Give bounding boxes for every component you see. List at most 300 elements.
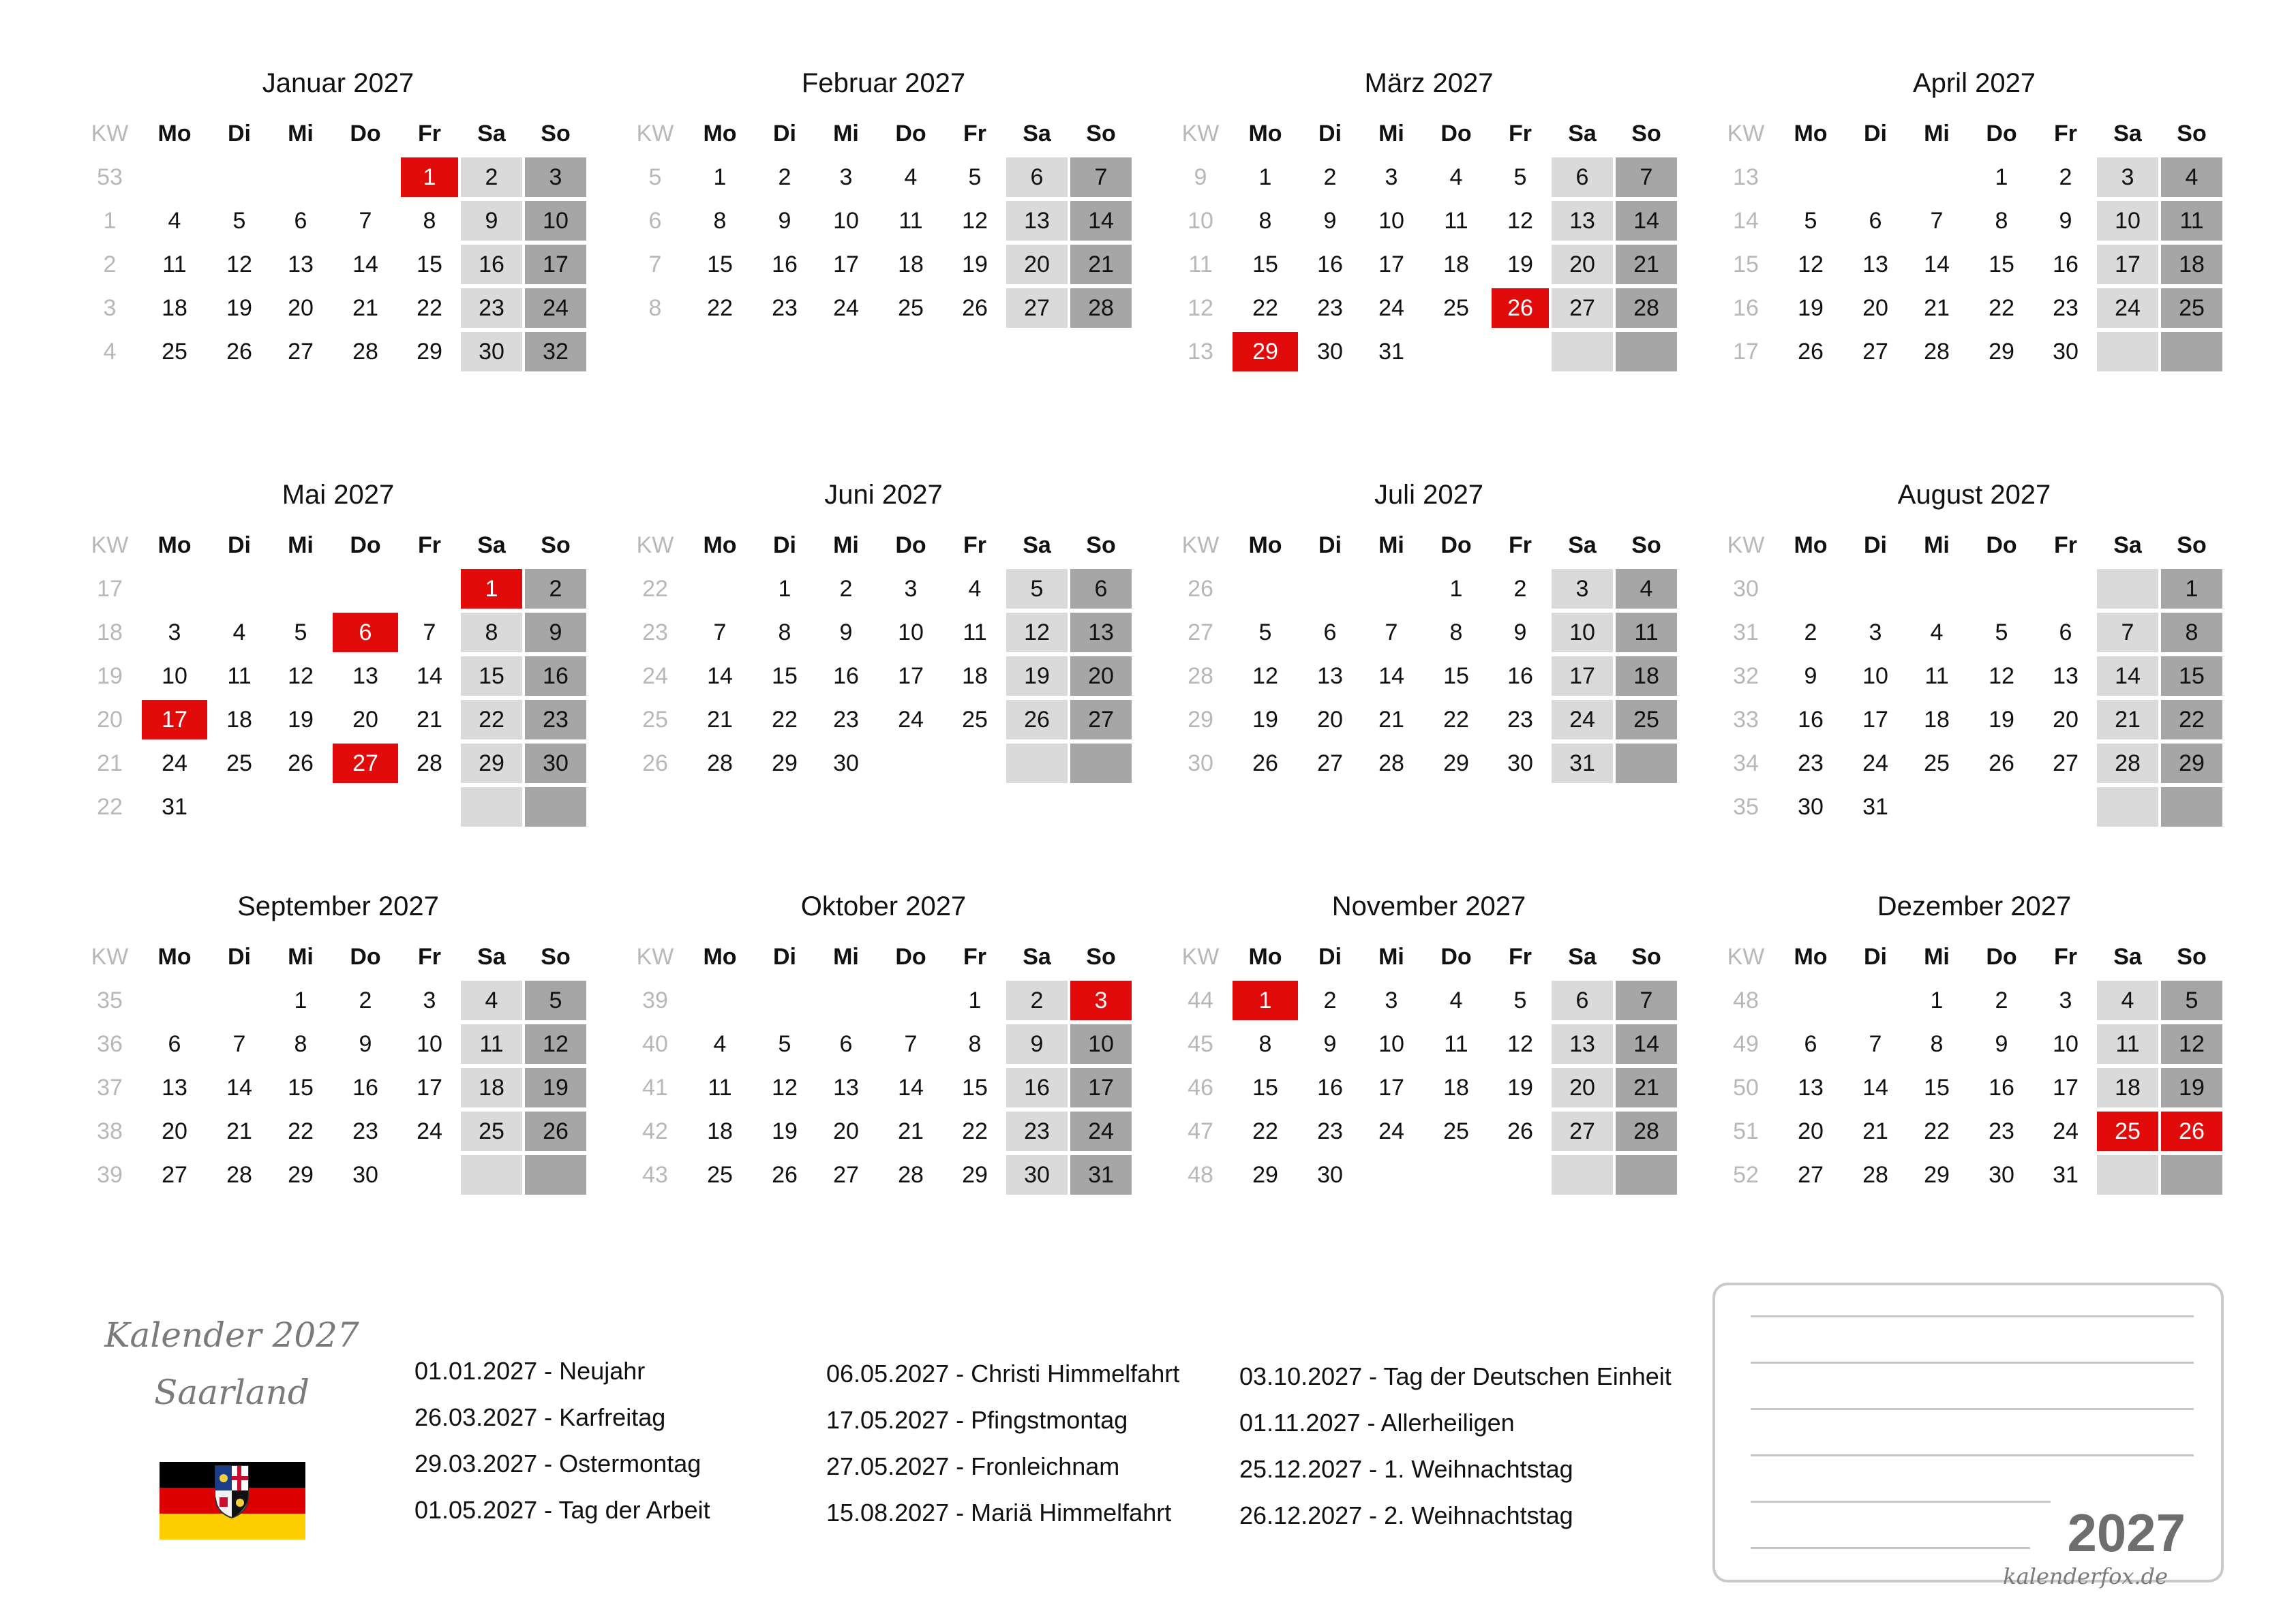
week-number: 48 — [1733, 987, 1759, 1013]
day-cell: 2 — [461, 157, 522, 197]
day-cell: 27 — [288, 338, 314, 365]
calendar-region: Saarland — [154, 1373, 309, 1412]
day-cell: 5 — [294, 619, 307, 645]
day-cell: 17 — [1862, 706, 1888, 733]
day-cell: 13 — [288, 251, 314, 277]
weekday-header: Mo — [1248, 532, 1282, 558]
day-cell: 17 — [898, 662, 924, 689]
day-cell: 15 — [772, 662, 798, 689]
empty-day-cell — [1490, 330, 1550, 373]
empty-day-cell — [1845, 155, 1906, 199]
day-cell: 8 — [2161, 613, 2222, 652]
day-cell: 9 — [839, 619, 853, 645]
day-cell: 24 — [1862, 750, 1888, 776]
month-calendar — [1715, 468, 2233, 849]
weekday-header: Mi — [288, 532, 314, 558]
day-cell: 19 — [1252, 706, 1278, 733]
day-cell: 12 — [772, 1074, 798, 1101]
empty-day-cell — [877, 979, 945, 1022]
month-calendar — [1715, 879, 2233, 1261]
week-number: 42 — [642, 1118, 668, 1144]
day-cell: 23 — [352, 1118, 378, 1144]
notes-year: 2027 — [2067, 1503, 2186, 1563]
day-cell: 14 — [417, 662, 442, 689]
day-cell: 28 — [226, 1161, 252, 1188]
weekday-header: Fr — [1509, 532, 1532, 558]
empty-day-cell — [331, 155, 399, 199]
day-cell: 6 — [168, 1030, 181, 1057]
day-cell: 16 — [352, 1074, 378, 1101]
day-cell: 22 — [1252, 1118, 1278, 1144]
day-cell: 1 — [713, 164, 727, 190]
day-cell: 13 — [1552, 1024, 1613, 1064]
day-cell: 14 — [1616, 1024, 1677, 1064]
day-cell: 7 — [713, 619, 727, 645]
weekday-header: Di — [1864, 532, 1887, 558]
day-cell: 28 — [1616, 288, 1677, 328]
day-cell: 11 — [2161, 201, 2222, 241]
footer — [0, 1240, 2296, 1622]
day-cell: 4 — [2097, 981, 2158, 1020]
week-number: 49 — [1733, 1030, 1759, 1057]
day-cell: 29 — [1252, 1161, 1278, 1188]
weekday-header: Fr — [2054, 120, 2077, 147]
week-number: 6 — [648, 207, 662, 234]
day-cell: 17 — [1378, 1074, 1404, 1101]
weekday-header: Fr — [963, 532, 986, 558]
day-cell: 4 — [168, 207, 181, 234]
week-number: 10 — [1188, 207, 1213, 234]
week-number: 38 — [97, 1118, 123, 1144]
empty-day-cell — [1906, 155, 1967, 199]
day-cell: 21 — [226, 1118, 252, 1144]
weekday-header: So — [1631, 532, 1661, 558]
day-cell: 25 — [962, 706, 988, 733]
saarland-flag — [160, 1462, 305, 1540]
day-cell: 9 — [2059, 207, 2072, 234]
weekday-header: Mo — [703, 943, 737, 970]
week-number-header: KW — [1181, 532, 1220, 558]
day-cell: 8 — [1258, 207, 1272, 234]
empty-day-cell — [1616, 332, 1677, 371]
day-cell: 23 — [1798, 750, 1824, 776]
day-cell: 9 — [1513, 619, 1527, 645]
note-line — [1751, 1547, 2030, 1549]
week-number-header: KW — [1727, 943, 1765, 970]
day-cell: 9 — [1995, 1030, 2008, 1057]
day-cell: 8 — [1995, 207, 2008, 234]
month-grid — [624, 523, 1133, 785]
day-cell: 6 — [1552, 157, 1613, 197]
weekday-header: Fr — [963, 943, 986, 970]
day-cell: 8 — [1930, 1030, 1944, 1057]
weekday-header: So — [1086, 532, 1116, 558]
weekday-header: Mi — [1924, 532, 1950, 558]
day-cell: 2 — [1804, 619, 1817, 645]
day-cell: 28 — [2097, 744, 2158, 783]
day-cell: 14 — [1378, 662, 1404, 689]
day-cell: 23 — [1989, 1118, 2014, 1144]
day-cell: 12 — [962, 207, 988, 234]
day-cell: 2 — [1995, 987, 2008, 1013]
day-cell: 14 — [352, 251, 378, 277]
day-cell: 7 — [1385, 619, 1398, 645]
week-number: 44 — [1188, 987, 1213, 1013]
day-cell: 19 — [1507, 1074, 1533, 1101]
month-title: September 2027 — [237, 891, 439, 921]
day-cell: 27 — [333, 744, 398, 783]
day-cell: 14 — [1862, 1074, 1888, 1101]
week-number: 50 — [1733, 1074, 1759, 1101]
month-title: Januar 2027 — [262, 68, 414, 98]
day-cell: 13 — [2053, 662, 2079, 689]
empty-day-cell — [525, 787, 586, 827]
day-cell: 3 — [525, 157, 586, 197]
weekday-header: Do — [895, 943, 926, 970]
day-cell: 14 — [1070, 201, 1132, 241]
day-cell: 8 — [1449, 619, 1463, 645]
week-number: 20 — [97, 706, 123, 733]
weekday-header: Mo — [157, 532, 192, 558]
day-cell: 7 — [423, 619, 436, 645]
day-cell: 19 — [1798, 294, 1824, 321]
day-cell: 21 — [1378, 706, 1404, 733]
day-cell: 25 — [898, 294, 924, 321]
empty-day-cell — [1777, 979, 1845, 1022]
day-cell: 24 — [417, 1118, 442, 1144]
day-cell: 22 — [1252, 294, 1278, 321]
empty-day-cell — [270, 785, 331, 829]
holidays-column-3 — [1239, 1353, 1672, 1539]
day-cell: 25 — [2097, 1112, 2158, 1151]
day-cell: 19 — [1989, 706, 2014, 733]
weekday-header: Fr — [418, 532, 441, 558]
day-cell: 1 — [461, 569, 522, 609]
day-cell: 29 — [962, 1161, 988, 1188]
day-cell: 12 — [1507, 207, 1533, 234]
day-cell: 28 — [352, 338, 378, 365]
day-cell: 23 — [833, 706, 859, 733]
day-cell: 23 — [461, 288, 522, 328]
week-number: 11 — [1188, 251, 1213, 277]
day-cell: 7 — [1616, 981, 1677, 1020]
holiday-entry: 01.05.2027 - Tag der Arbeit — [414, 1496, 710, 1524]
day-cell: 7 — [904, 1030, 918, 1057]
day-cell: 10 — [162, 662, 187, 689]
day-cell: 27 — [1552, 288, 1613, 328]
weekday-header: Do — [350, 120, 381, 147]
week-number: 30 — [1733, 575, 1759, 602]
day-cell: 19 — [288, 706, 314, 733]
weekday-header: Sa — [1023, 120, 1051, 147]
empty-day-cell — [1552, 332, 1613, 371]
empty-day-cell — [461, 787, 522, 827]
day-cell: 27 — [1317, 750, 1343, 776]
empty-day-cell — [877, 741, 945, 785]
weekday-header: Di — [1864, 120, 1887, 147]
day-cell: 10 — [1378, 207, 1404, 234]
day-cell: 17 — [417, 1074, 442, 1101]
empty-day-cell — [815, 979, 877, 1022]
day-cell: 12 — [1798, 251, 1824, 277]
weekday-header: So — [1086, 120, 1116, 147]
day-cell: 5 — [968, 164, 982, 190]
week-number-header: KW — [91, 120, 129, 147]
day-cell: 26 — [1798, 338, 1824, 365]
week-number: 9 — [1194, 164, 1207, 190]
day-cell: 24 — [2097, 288, 2158, 328]
day-cell: 18 — [2097, 1068, 2158, 1107]
day-cell: 8 — [423, 207, 436, 234]
weekday-header: Mi — [833, 943, 859, 970]
day-cell: 8 — [1258, 1030, 1272, 1057]
day-cell: 21 — [898, 1118, 924, 1144]
week-number: 13 — [1733, 164, 1759, 190]
weekday-header: Mi — [1924, 943, 1950, 970]
day-cell: 29 — [1924, 1161, 1950, 1188]
day-cell: 1 — [968, 987, 982, 1013]
day-cell: 18 — [461, 1068, 522, 1107]
day-cell: 2 — [1006, 981, 1068, 1020]
day-cell: 10 — [1862, 662, 1888, 689]
day-cell: 2 — [1323, 987, 1337, 1013]
month-calendar — [1170, 879, 1688, 1261]
day-cell: 1 — [1449, 575, 1463, 602]
day-cell: 6 — [1006, 157, 1068, 197]
day-cell: 13 — [1317, 662, 1343, 689]
day-cell: 31 — [1070, 1155, 1132, 1195]
month-calendar — [624, 879, 1143, 1261]
day-cell: 3 — [904, 575, 918, 602]
empty-day-cell — [1906, 567, 1967, 611]
week-number: 27 — [1188, 619, 1213, 645]
day-cell: 2 — [2059, 164, 2072, 190]
day-cell: 11 — [162, 251, 187, 277]
empty-day-cell — [2097, 787, 2158, 827]
weekday-header: Fr — [2054, 943, 2077, 970]
notes-box — [1712, 1283, 2224, 1589]
day-cell: 1 — [1930, 987, 1944, 1013]
month-title: August 2027 — [1897, 480, 2051, 510]
day-cell: 5 — [2161, 981, 2222, 1020]
holiday-entry: 17.05.2027 - Pfingstmontag — [826, 1406, 1128, 1434]
day-cell: 13 — [1798, 1074, 1824, 1101]
day-cell: 18 — [962, 662, 988, 689]
empty-day-cell — [1906, 785, 1967, 829]
week-number: 51 — [1733, 1118, 1759, 1144]
empty-day-cell — [209, 567, 270, 611]
empty-day-cell — [209, 155, 270, 199]
weekday-header: Do — [1986, 120, 2017, 147]
empty-day-cell — [1070, 744, 1132, 783]
day-cell: 13 — [1862, 251, 1888, 277]
week-number: 2 — [103, 251, 117, 277]
calendar-title: Kalender 2027 — [104, 1315, 359, 1355]
day-cell: 5 — [1804, 207, 1817, 234]
day-cell: 21 — [1616, 1068, 1677, 1107]
day-cell: 26 — [1252, 750, 1278, 776]
day-cell: 16 — [1317, 251, 1343, 277]
day-cell: 4 — [904, 164, 918, 190]
weekday-header: Di — [1318, 120, 1342, 147]
day-cell: 11 — [1444, 207, 1468, 234]
week-number: 26 — [1188, 575, 1213, 602]
day-cell: 30 — [352, 1161, 378, 1188]
day-cell: 32 — [525, 332, 586, 371]
day-cell: 8 — [294, 1030, 307, 1057]
day-cell: 13 — [1552, 201, 1613, 241]
day-cell: 26 — [2161, 1112, 2222, 1151]
day-cell: 17 — [833, 251, 859, 277]
day-cell: 22 — [1989, 294, 2014, 321]
day-cell: 16 — [1317, 1074, 1343, 1101]
week-number: 16 — [1733, 294, 1759, 321]
day-cell: 9 — [461, 201, 522, 241]
day-cell: 7 — [1930, 207, 1944, 234]
weekday-header: Do — [350, 943, 381, 970]
weekday-header: Mo — [157, 943, 192, 970]
weekday-header: Mi — [288, 943, 314, 970]
week-number: 45 — [1188, 1030, 1213, 1057]
day-cell: 27 — [833, 1161, 859, 1188]
week-number: 43 — [642, 1161, 668, 1188]
empty-day-cell — [1231, 567, 1299, 611]
day-cell: 23 — [2053, 294, 2079, 321]
day-cell: 14 — [707, 662, 733, 689]
weekday-header: Di — [228, 532, 251, 558]
day-cell: 2 — [839, 575, 853, 602]
empty-day-cell — [399, 567, 459, 611]
day-cell: 29 — [461, 744, 522, 783]
day-cell: 19 — [226, 294, 252, 321]
day-cell: 27 — [1862, 338, 1888, 365]
week-number: 33 — [1733, 706, 1759, 733]
day-cell: 15 — [2161, 656, 2222, 696]
weekday-header: Di — [228, 120, 251, 147]
weekday-header: Fr — [418, 943, 441, 970]
day-cell: 5 — [525, 981, 586, 1020]
month-calendar — [79, 879, 597, 1261]
day-cell: 21 — [1862, 1118, 1888, 1144]
day-cell: 25 — [1616, 700, 1677, 739]
day-cell: 3 — [168, 619, 181, 645]
month-grid — [1715, 112, 2224, 373]
day-cell: 4 — [461, 981, 522, 1020]
empty-day-cell — [2161, 787, 2222, 827]
day-cell: 30 — [1507, 750, 1533, 776]
week-number: 15 — [1733, 251, 1759, 277]
holiday-entry: 26.03.2027 - Karfreitag — [414, 1403, 666, 1431]
empty-day-cell — [1967, 785, 2036, 829]
day-cell: 10 — [525, 201, 586, 241]
empty-day-cell — [270, 567, 331, 611]
day-cell: 18 — [898, 251, 924, 277]
week-number-header: KW — [1727, 120, 1765, 147]
week-number: 31 — [1733, 619, 1759, 645]
day-cell: 6 — [1869, 207, 1882, 234]
day-cell: 24 — [1070, 1112, 1132, 1151]
weekday-header: Sa — [477, 532, 506, 558]
day-cell: 18 — [1616, 656, 1677, 696]
day-cell: 22 — [461, 700, 522, 739]
day-cell: 12 — [288, 662, 314, 689]
day-cell: 23 — [1317, 1118, 1343, 1144]
day-cell: 2 — [359, 987, 372, 1013]
day-cell: 28 — [707, 750, 733, 776]
day-cell: 27 — [1798, 1161, 1824, 1188]
day-cell: 18 — [2161, 245, 2222, 284]
week-number: 23 — [642, 619, 668, 645]
week-number: 19 — [97, 662, 123, 689]
weekday-header: Sa — [1568, 532, 1597, 558]
day-cell: 15 — [1989, 251, 2014, 277]
week-number: 22 — [97, 793, 123, 820]
empty-day-cell — [1490, 1153, 1550, 1197]
day-cell: 3 — [1385, 164, 1398, 190]
week-number-header: KW — [1181, 120, 1220, 147]
week-number-header: KW — [636, 532, 674, 558]
day-cell: 14 — [898, 1074, 924, 1101]
weekday-header: So — [1631, 120, 1661, 147]
note-line — [1751, 1408, 2194, 1410]
day-cell: 4 — [713, 1030, 727, 1057]
day-cell: 10 — [898, 619, 924, 645]
day-cell: 11 — [1444, 1030, 1468, 1057]
day-cell: 25 — [1443, 294, 1469, 321]
day-cell: 22 — [962, 1118, 988, 1144]
weekday-header: Mo — [703, 532, 737, 558]
weekday-header: Sa — [477, 120, 506, 147]
empty-day-cell — [945, 741, 1005, 785]
month-grid — [1170, 523, 1678, 785]
weekday-header: Di — [228, 943, 251, 970]
day-cell: 16 — [833, 662, 859, 689]
month-calendar — [1715, 56, 2233, 438]
empty-day-cell — [1006, 744, 1068, 783]
weekday-header: Mi — [833, 120, 859, 147]
weekday-header: Mo — [1248, 120, 1282, 147]
week-number: 12 — [1188, 294, 1213, 321]
day-cell: 30 — [1317, 1161, 1343, 1188]
month-grid — [1715, 523, 2224, 829]
day-cell: 5 — [1513, 987, 1527, 1013]
week-number: 17 — [1733, 338, 1759, 365]
week-number: 13 — [1188, 338, 1213, 365]
month-title: Mai 2027 — [282, 480, 395, 510]
empty-day-cell — [2161, 332, 2222, 371]
day-cell: 14 — [2097, 656, 2158, 696]
empty-day-cell — [2161, 1155, 2222, 1195]
day-cell: 17 — [2097, 245, 2158, 284]
day-cell: 19 — [1507, 251, 1533, 277]
month-title: Juni 2027 — [824, 480, 943, 510]
day-cell: 31 — [1862, 793, 1888, 820]
day-cell: 13 — [833, 1074, 859, 1101]
week-number: 53 — [97, 164, 123, 190]
day-cell: 29 — [772, 750, 798, 776]
month-title: Dezember 2027 — [1877, 891, 2072, 921]
weekday-header: Fr — [1509, 120, 1532, 147]
week-number-header: KW — [1181, 943, 1220, 970]
day-cell: 19 — [962, 251, 988, 277]
day-cell: 29 — [1989, 338, 2014, 365]
day-cell: 20 — [288, 294, 314, 321]
day-cell: 17 — [142, 700, 207, 739]
day-cell: 9 — [1323, 207, 1337, 234]
day-cell: 10 — [1378, 1030, 1404, 1057]
day-cell: 8 — [713, 207, 727, 234]
weekday-header: Mo — [1248, 943, 1282, 970]
